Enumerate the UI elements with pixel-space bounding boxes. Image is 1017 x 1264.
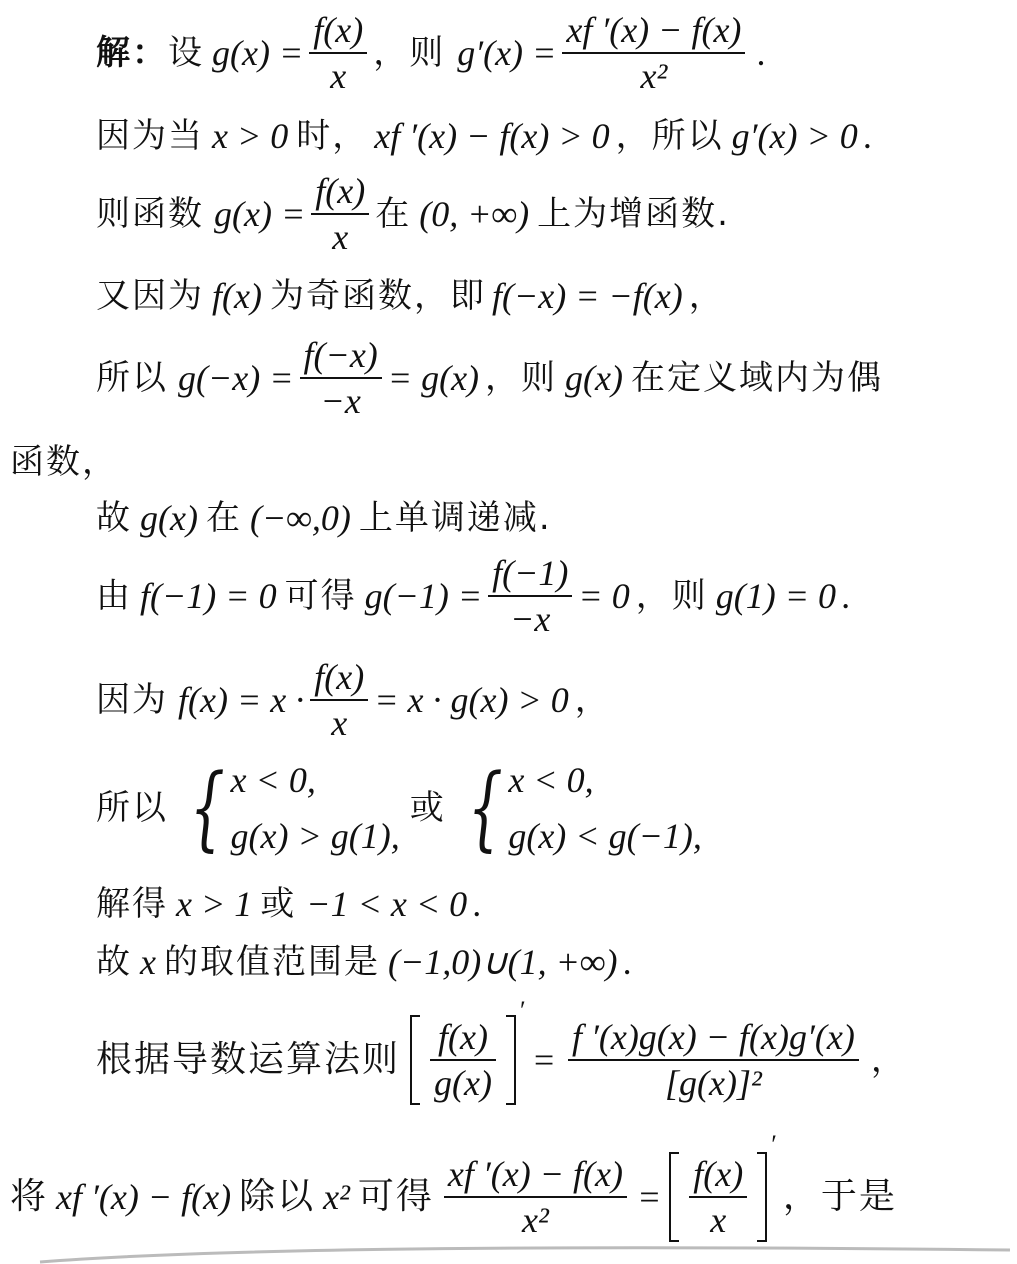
- text: 可得: [357, 1176, 434, 1217]
- denominator: −x: [510, 599, 551, 639]
- text: 所以: [96, 788, 168, 828]
- math: g(x) =: [212, 33, 304, 73]
- math: g(x) =: [214, 194, 306, 234]
- numerator: xf ′(x) − f(x): [566, 10, 742, 50]
- math: (−∞,0): [249, 498, 351, 538]
- text: 时，: [296, 116, 369, 156]
- math: (0, +∞): [419, 194, 530, 234]
- denominator: x²: [640, 56, 668, 96]
- numerator: f(x): [438, 1017, 488, 1057]
- text: 在: [205, 498, 242, 538]
- system-rows: [508, 762, 702, 854]
- fraction: [310, 659, 368, 741]
- text: 故: [96, 498, 132, 538]
- math: =: [636, 1177, 662, 1217]
- math: =: [531, 1040, 556, 1080]
- text: 上为增函数.: [537, 194, 730, 234]
- page-curl-decoration: [0, 1236, 1017, 1264]
- numerator: f ′(x)g(x) − f(x)g′(x): [571, 1017, 855, 1057]
- numerator: f(x): [314, 657, 365, 697]
- period: .: [623, 942, 633, 982]
- denominator: g(x): [434, 1063, 492, 1103]
- fraction: [444, 1156, 627, 1238]
- text: 上单调递减.: [358, 498, 552, 538]
- text: ，则: [373, 33, 446, 73]
- text: ，所以: [615, 116, 724, 156]
- numerator: f(−x): [303, 335, 378, 375]
- system-row: x < 0,: [508, 760, 594, 800]
- solution-line-8: [96, 550, 851, 642]
- math: (−1,0)∪(1, +∞): [387, 942, 618, 982]
- system-rows: [231, 762, 400, 854]
- left-bracket: [669, 1152, 679, 1242]
- text: 除以: [239, 1176, 316, 1217]
- system-row: x < 0,: [230, 760, 316, 800]
- math: = 0: [578, 576, 630, 616]
- text: ，: [688, 276, 725, 316]
- fraction: [562, 12, 745, 94]
- solution-line-6: [10, 438, 118, 486]
- text: 或: [409, 788, 446, 828]
- solution-line-4: [96, 272, 725, 320]
- text: ，: [870, 1040, 907, 1080]
- text: ，于是: [782, 1176, 897, 1217]
- solution-line-7: [96, 494, 552, 542]
- solution-line-12: [96, 938, 633, 986]
- math: g(x): [565, 358, 624, 398]
- math: g(x): [140, 498, 198, 538]
- math: x²: [323, 1177, 350, 1217]
- denominator: [g(x)]²: [665, 1063, 762, 1103]
- text: 则函数: [96, 194, 204, 234]
- fraction: [309, 12, 367, 94]
- solution-line-3: [96, 168, 730, 260]
- fraction: [568, 1019, 859, 1101]
- math: g′(x) =: [457, 33, 557, 73]
- math: f(x) = x ·: [178, 680, 305, 720]
- text: 在: [375, 194, 412, 234]
- inequality-system: [456, 754, 702, 861]
- solution-label: 解：: [96, 33, 168, 73]
- numerator: f(x): [315, 171, 366, 211]
- solution-line-13: [96, 996, 907, 1116]
- period: .: [757, 33, 767, 73]
- brace-icon: {: [467, 754, 503, 861]
- system-row: g(x) < g(−1),: [508, 816, 702, 856]
- text: 解得: [96, 884, 168, 924]
- fraction: [488, 555, 572, 637]
- prime-mark: ′: [771, 1130, 777, 1159]
- text: 因为: [96, 680, 168, 720]
- fraction: [426, 1015, 500, 1105]
- denominator: x²: [522, 1200, 549, 1240]
- period: .: [473, 884, 483, 924]
- text: 故: [96, 942, 132, 982]
- math: f(x): [212, 276, 262, 316]
- text: 在定义域内为偶: [631, 358, 884, 398]
- denominator: x: [331, 703, 348, 743]
- numerator: f(x): [313, 10, 364, 50]
- denominator: x: [332, 217, 349, 257]
- math: −1 < x < 0: [306, 884, 468, 924]
- text: 可得: [284, 576, 357, 616]
- text: 由: [96, 576, 132, 616]
- prime-mark: ′: [519, 996, 526, 1025]
- solution-line-9: [96, 654, 611, 746]
- denominator: x: [330, 56, 347, 96]
- fraction: [300, 337, 382, 419]
- math: x > 1: [176, 884, 253, 924]
- text: 或: [260, 884, 297, 924]
- system-row: g(x) > g(1),: [230, 816, 400, 856]
- text: 将: [10, 1176, 49, 1217]
- math: x > 0: [212, 116, 289, 156]
- numerator: f(x): [693, 1154, 744, 1194]
- brace-icon: {: [189, 754, 225, 861]
- solution-line-5: [96, 332, 883, 424]
- right-bracket: [757, 1152, 767, 1242]
- math: f(−x) = −f(x): [491, 276, 683, 316]
- math: xf ′(x) − f(x) > 0: [374, 116, 610, 156]
- text: 又因为: [96, 276, 204, 316]
- solution-line-2: [96, 112, 873, 160]
- bracket-expression: [669, 1152, 767, 1242]
- right-bracket: [506, 1015, 516, 1105]
- math: g(−1) =: [364, 576, 483, 616]
- period: .: [842, 576, 851, 616]
- numerator: f(−1): [492, 553, 569, 593]
- text: 为奇函数，即: [269, 276, 486, 316]
- fraction: [311, 173, 369, 255]
- numerator: xf ′(x) − f(x): [447, 1154, 623, 1194]
- text: ，则: [635, 576, 708, 616]
- math: = x · g(x) > 0: [374, 680, 569, 720]
- text: 根据导数运算法则: [96, 1039, 401, 1080]
- text: 所以: [96, 358, 168, 398]
- solution-line-11: [96, 880, 482, 928]
- text: 函数，: [10, 442, 118, 482]
- math: g′(x) > 0: [731, 116, 858, 156]
- denominator: −x: [320, 381, 361, 421]
- math: x: [140, 942, 156, 982]
- text: 设: [168, 33, 204, 73]
- bracket-expression: [410, 1015, 516, 1105]
- math: g(1) = 0: [715, 576, 836, 616]
- text: 因为当: [96, 116, 204, 156]
- text: ，: [574, 680, 611, 720]
- text: 的取值范围是: [163, 942, 380, 982]
- solution-line-1: [96, 8, 766, 98]
- math: g(−x) =: [178, 358, 294, 398]
- math: f(−1) = 0: [140, 576, 277, 616]
- math: = g(x): [387, 358, 480, 398]
- math: xf ′(x) − f(x): [56, 1177, 232, 1217]
- left-bracket: [410, 1015, 420, 1105]
- fraction: [685, 1152, 751, 1242]
- solution-line-10: [96, 752, 708, 864]
- inequality-system: [178, 754, 400, 861]
- text: ，则: [485, 358, 558, 398]
- denominator: x: [710, 1200, 727, 1240]
- period: .: [863, 116, 873, 156]
